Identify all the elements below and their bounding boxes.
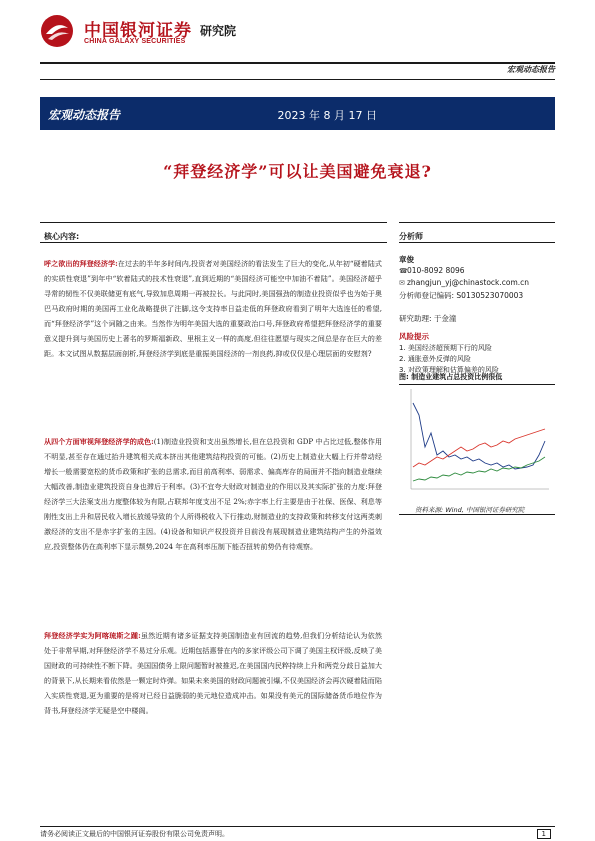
paragraph-lead: 呼之欲出的拜登经济学: xyxy=(44,259,118,268)
divider xyxy=(399,514,555,515)
report-category: 宏观动态报告 xyxy=(507,65,555,74)
analyst-cert: 分析师登记编码: S0130523070003 xyxy=(399,291,524,300)
divider xyxy=(40,222,387,223)
analyst-section-label: 分析师 xyxy=(399,232,423,241)
institute-label: 研究院 xyxy=(200,24,237,38)
logo-chinese: 中国银河证券 xyxy=(84,21,192,40)
core-content-label: 核心内容: xyxy=(44,232,80,241)
risk-title: 风险提示 xyxy=(399,332,429,341)
header-divider xyxy=(40,62,555,64)
risk-item: 3. 对政策理解和估算偏差的风险 xyxy=(399,366,499,374)
analyst-name: 章俊 xyxy=(399,255,414,264)
analyst-email-row xyxy=(399,278,529,287)
logo-icon xyxy=(40,14,74,48)
paragraph-1 xyxy=(44,256,382,361)
report-date: 2023 年 8 月 17 日 xyxy=(277,109,377,122)
report-banner xyxy=(40,97,555,130)
figure-title: 图: 制造业建筑占总投资比例很低 xyxy=(399,372,555,385)
footer-divider xyxy=(40,826,555,827)
email-icon: ✉ xyxy=(399,279,405,287)
divider xyxy=(399,222,555,223)
analyst-phone: 010-8092 8096 xyxy=(407,266,465,275)
paragraph-2 xyxy=(44,434,382,554)
analyst-email[interactable]: zhangjun_yj@chinastock.com.cn xyxy=(407,278,530,287)
paragraph-text: 虽然近期有诸多证据支持美国制造业有回流的趋势,但我们分析结论认为依然处于非常早期,对拜登经济学不易过分乐观。近期包括惠誉在内的多家评级公司下调了美国主权评级,反映了美国财政的可持续性不断下降。美国国债务上限问题暂时被推迟,在美国国内民粹持续上升和两党分歧日益加大的背景下,从长期来看依然是一颗定时炸弹。如果未来美国的财政问题被引爆,不仅美国经济会再次硬着陆而陷入实质性衰退,更为重要的是将对已经日益脆弱的美元地位造成冲击。如果没有美元的国际储备货币地位作为背书,拜登经济学无疑是空中楼阁。 xyxy=(44,631,382,715)
paragraph-text: 在过去的半年多时间内,投资者对美国经济的看法发生了巨大的变化,从年初“硬着陆式的实质性衰退”到年中“软着陆式的技术性衰退”,直到近期的“美国经济可能空中加油不着陆”。美国经济超乎寻常的韧性不仅美联储更有底气,导致加息周期一再被拉长。与此同时,美国强劲的制造业投资似乎也为始于奥巴马政府时期的美国再工业化战略提供了注脚,这令支持率日益走低的拜登政府看到了明年大选连任的希望,而“拜登经济学”这个词随之由来。当然作为明年美国大选的重要政治口号,拜登政府希望把拜登经济学的重要意义提升到与美国历史上著名的罗斯福新政、里根主义一样的高度,但往往愿望与现实之间总是存在巨大的差距。本文试图从数据层面剖析,拜登经济学到底是重振美国经济的一剂良药,抑或仅仅是心理层面的安慰剂? xyxy=(44,259,382,358)
figure-source: 资料来源: Wind, 中国银河证券研究院 xyxy=(415,506,525,514)
paragraph-lead: 从四个方面审视拜登经济学的成色: xyxy=(44,437,154,446)
risk-item: 2. 通胀意外反弹的风险 xyxy=(399,355,471,363)
phone-icon: ☎ xyxy=(399,267,408,275)
report-title: “拜登经济学”可以让美国避免衰退? xyxy=(163,162,432,181)
paragraph-text: (1)制造业投资和支出虽然增长,但在总投资和 GDP 中占比过低,整体作用不明显,甚至存在通过抬升建筑相关成本挤出其他建筑结构投资的可能。(2)历史上制造业大幅上行并带动经增长一般需要宽松的货币政策和扩张的总需求,而目前高利率、弱需求、偏高库存的局面并不指向制造业继续大幅改善,制造业建筑投资自身也滞后于利率。(3)不宜夸大财政对制造业的作用以及其实际扩张的力度:拜登经济学三大法案支出力度整体较为有限,占联邦年度支出不足 2%;赤字率上行主要是由于社保、医保、利息等刚性支出上升和居民收入增长放缓导致的个人所得税收入下行推动,财制造业的支持政策和转移支付这两类刺激经济的支出不是赤字扩张的主因。(4)设备和知识产权投资并目前没有展现制造业建筑结构产生的外溢效应,投资整体仍在高利率下显示颓势,2024 年在高利率压制下能否扭转前势仍有待观察。 xyxy=(44,437,382,551)
analyst-phone-row xyxy=(399,266,465,275)
logo-english: CHINA GALAXY SECURITIES xyxy=(84,38,186,45)
banner-title: 宏观动态报告 xyxy=(48,108,121,122)
figure-chart xyxy=(399,385,555,502)
divider xyxy=(399,242,555,243)
risk-item: 1. 美国经济超预期下行的风险 xyxy=(399,344,492,352)
footer-disclaimer: 请务必阅读正文最后的中国银河证券股份有限公司免责声明。 xyxy=(40,830,229,838)
divider xyxy=(40,242,387,243)
header-divider-2 xyxy=(40,79,555,80)
paragraph-lead: 拜登经济学实为阿喀琉斯之踵: xyxy=(44,631,141,640)
research-assistant: 研究助理: 于金潼 xyxy=(399,314,457,323)
paragraph-3 xyxy=(44,628,382,718)
page-number: 1 xyxy=(537,829,551,839)
